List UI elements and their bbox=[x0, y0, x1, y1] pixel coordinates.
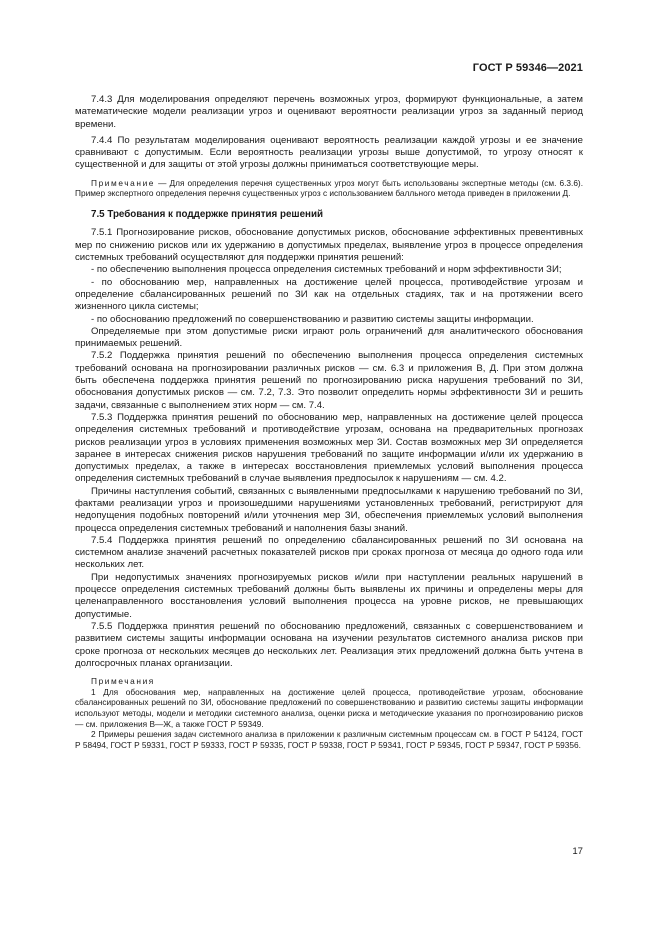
note-label: Примечание bbox=[91, 177, 156, 188]
section-heading-7-5: 7.5 Требования к поддержке принятия решений bbox=[91, 208, 323, 220]
paragraph-7-5-3: 7.5.3 Поддержка принятия решений по обоснованию мер, направленных на достижение целей процесса определения системных требований и противодействие угрозам, основана на предварительных прогнозах рисков реализации угроз в условиях применения возможных мер ЗИ. Состав возможных мер ЗИ определяется заранее в интересах снижения рисков нарушения требований по защите информации и/или их удержанию в допустимых пределах, а также в интересах восстановления приемлемых условий выполнения процесса определения системных требований в случае выявления предпосылок к нарушениям — см. 4.2. bbox=[75, 411, 583, 485]
paragraph-7-5-4: 7.5.4 Поддержка принятия решений по определению сбалансированных решений по ЗИ основана на системном анализе значений расчетных показателей рисков при сроках прогноза от месяца до одного года или нескольких лет. bbox=[75, 534, 583, 571]
notes-title: Примечания bbox=[91, 676, 155, 687]
paragraph-7-5-3-cont: Причины наступления событий, связанных с выявленными предпосылками к нарушению требований по ЗИ, фактами реализации угроз и произошедшими нарушениями установленных требований, регистрируют для недопущения подобных повторений и/или уточнения мер ЗИ, обеспечения приемлемых условий выполнения процесса определения системных требований и наполнения базы знаний. bbox=[75, 485, 583, 534]
page-number: 17 bbox=[572, 846, 583, 857]
note-7-4 bbox=[75, 178, 583, 199]
list-item-1: - по обеспечению выполнения процесса определения системных требований и норм эффективности ЗИ; bbox=[91, 264, 562, 276]
paragraph-7-5-2: 7.5.2 Поддержка принятия решений по обеспечению выполнения процесса определения системных требований основана на прогнозировании различных рисков — см. 6.3 и приложения В, Д. При этом должна быть обеспечена поддержка принятия решений по прогнозированию риска нарушения требований по ЗИ, обоснования допустимых рисков — см. 7.2, 7.3. Это позволит определить нормы эффективности ЗИ и решить задачи, связанные с выполнением этих норм — см. 7.4. bbox=[75, 350, 583, 411]
paragraph-7-5-5: 7.5.5 Поддержка принятия решений по обоснованию предложений, связанных с совершенствованием и развитием системы защиты информации основана на изучении результатов системного анализа рисков при сроке прогноза от нескольких месяцев до нескольких лет. Реализация этих предложений должна быть учтена в долгосрочных планах организации. bbox=[75, 620, 583, 669]
paragraph-7-4-4: 7.4.4 По результатам моделирования оценивают вероятность реализации каждой угрозы и ее значение сравнивают с допустимым. Если вероятность реализации угрозы выше допустимой, то угрозу относят к существенной и для защиты от этой угрозы должны приниматься соответствующие меры. bbox=[75, 134, 583, 171]
paragraph-7-5-1: 7.5.1 Прогнозирование рисков, обоснование допустимых рисков, обоснование эффективных превентивных мер по снижению рисков или их удержанию в допустимых пределах, выявление угроз в процессе определения системных требований осуществляют для поддержки принятия решений: bbox=[75, 227, 583, 264]
paragraph-7-5-1-cont: Определяемые при этом допустимые риски играют роль ограничений для аналитического обоснования принимаемых решений. bbox=[75, 325, 583, 350]
paragraph-7-5-4-cont: При недопустимых значениях прогнозируемых рисков и/или при наступлении реальных нарушений в процессе определения системных требований должны быть выявлены их причины и определены меры для целенаправленного восстановления условий выполнения процесса на уровне рисков, не превышающих допустимые. bbox=[75, 571, 583, 620]
page-body bbox=[75, 94, 583, 750]
note-1: 1 Для обоснования мер, направленных на достижение целей процесса, противодействие угрозам, обоснование сбалансированных решений по ЗИ, обоснование предложений по совершенствованию и развитию системы защиты информации используют методы, модели и методики системного анализа, оценки риска и методические указания по прогнозированию рисков — см. приложения В—Ж, а также ГОСТ Р 59349. bbox=[75, 686, 583, 729]
list-item-3: - по обоснованию предложений по совершенствованию и развитию системы защиты информации. bbox=[91, 313, 534, 325]
list-item-2: - по обоснованию мер, направленных на достижение целей процесса, противодействие угрозам и определение сбалансированных решений по ЗИ как на отдельных стадиях, так и на протяжении всего жизненного цикла системы; bbox=[75, 276, 583, 313]
note-text: — Для определения перечня существенных угроз могут быть использованы экспертные методы (см. 6.3.6). Пример экспертного определения перечня существенных угроз с использованием балльного метода приведен в приложении Д. bbox=[75, 177, 583, 199]
paragraph-7-4-3: 7.4.3 Для моделирования определяют перечень возможных угроз, формируют функциональные, а затем математические модели реализации угроз и оценивают вероятности реализации угроз за заданный период времени. bbox=[75, 94, 583, 130]
document-code-header: ГОСТ Р 59346—2021 bbox=[472, 62, 583, 74]
note-2: 2 Примеры решения задач системного анализа в приложении к различным системным процессам см. в ГОСТ Р 54124, ГОСТ Р 58494, ГОСТ Р 59331, ГОСТ Р 59333, ГОСТ Р 59335, ГОСТ Р 59338, ГОСТ Р 59341, ГОСТ Р 59345, ГОСТ Р 59347, ГОСТ Р 59356. bbox=[75, 729, 583, 750]
